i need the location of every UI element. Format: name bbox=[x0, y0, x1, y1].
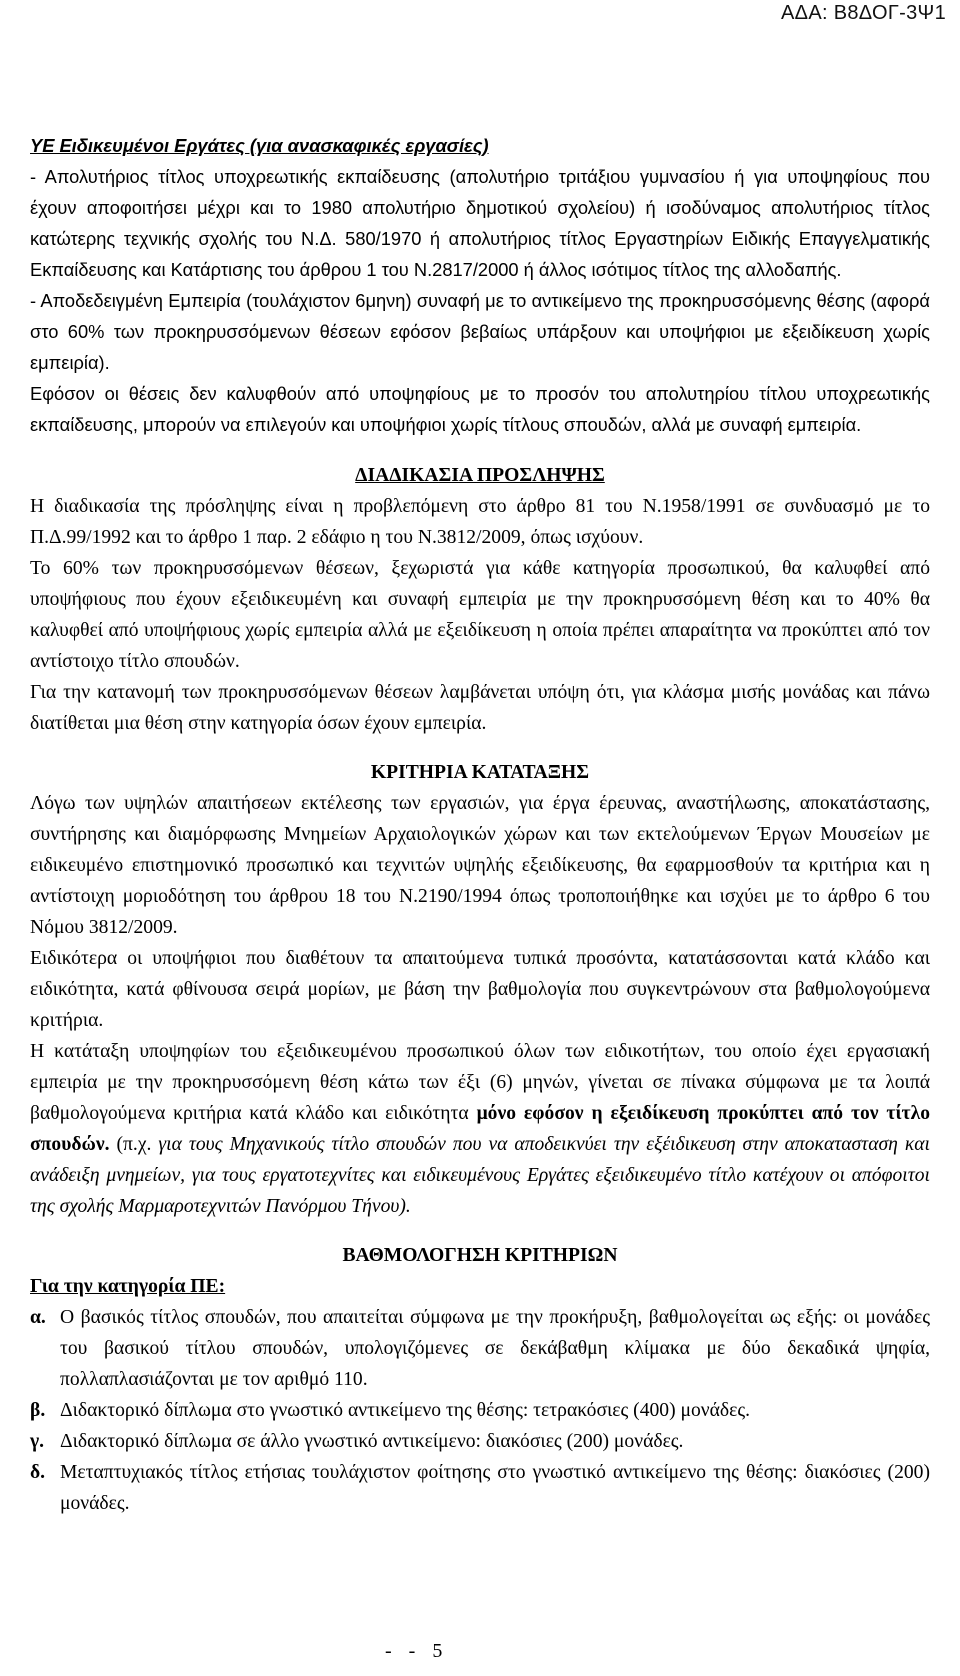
item-label: δ. bbox=[30, 1462, 46, 1483]
section-ye-workers bbox=[30, 130, 930, 440]
section-criteria-scoring bbox=[30, 1240, 930, 1519]
paragraph: - Απολυτήριος τίτλος υποχρεωτικής εκπαίδευσης (απολυτήριο τριτάξιου γυμνασίου ή για υποψηφίους που έχουν αποφοιτήσει μέχρι και το 1980 απολυτήριο δημοτικού σχολείου) ή ισοδύναμος απολυτήριος τίτλος κατώτερης τεχνικής σχολής του Ν.Δ. 580/1970 ή απολυτήριος τίτλος Εργαστηρίων Ειδικής Επαγγελματικής Εκπαίδευσης και Κατάρτισης του άρθρου 1 του Ν.2817/2000 ή άλλος ισότιμος τίτλος της αλλοδαπής. bbox=[30, 166, 930, 280]
paragraph bbox=[30, 1036, 930, 1222]
section-hiring-procedure bbox=[30, 460, 930, 739]
text-run: (π.χ. bbox=[109, 1134, 159, 1155]
item-text: Διδακτορικό δίπλωμα σε άλλο γνωστικό αντικείμενο: διακόσιες (200) μονάδες. bbox=[60, 1431, 684, 1452]
item-text: Μεταπτυχιακός τίτλος ετήσιας τουλάχιστον φοίτησης στο γνωστικό αντικείμενο της θέσης: διακόσιες (200) μονάδες. bbox=[60, 1462, 930, 1514]
ada-code: ΑΔΑ: Β8ΔΟΓ-3Ψ1 bbox=[781, 2, 946, 24]
section-ye-title: ΥΕ Ειδικευμένοι Εργάτες (για ανασκαφικές εργασίες) bbox=[30, 135, 489, 156]
list-item bbox=[30, 1395, 930, 1426]
list-item bbox=[30, 1302, 930, 1395]
item-label: γ. bbox=[30, 1431, 45, 1452]
paragraph: - Αποδεδειγμένη Εμπειρία (τουλάχιστον 6μηνη) συναφή με το αντικείμενο της προκηρυσσόμενης θέσης (αφορά στο 60% των προκηρυσσόμενων θέσεων εφόσον βεβαίως υπάρξουν και υποψήφιοι με εξειδίκευση χωρίς εμπειρία). bbox=[30, 290, 930, 373]
list-item bbox=[30, 1426, 930, 1457]
item-label: β. bbox=[30, 1400, 46, 1421]
text-run: Η κατάταξη υποψηφίων του εξειδικευμένου προσωπικού όλων των ειδικοτήτων, του οποίο έχει εργασιακή εμπειρία με την προκηρυσσόμενη θέση κάτω των έξι (6) μηνών, γίνεται σε πίνακα σύμφωνα με τα λοιπά βαθμολογούμενα κριτήρια κατά κλάδο και ειδικότητα bbox=[30, 1041, 930, 1124]
item-text: Ο βασικός τίτλος σπουδών, που απαιτείται σύμφωνα με την προκήρυξη, βαθμολογείται ως εξής: οι μονάδες του βασικού τίτλου σπουδών, υπολογιζόμενες σε δεκάβαθμη κλίμακα με δύο δεκαδικά ψηφία, πολλαπλασιάζονται με τον αριθμό 110. bbox=[60, 1307, 930, 1390]
document-body bbox=[30, 130, 930, 1519]
section-title: ΚΡΙΤΗΡΙΑ ΚΑΤΑΤΑΞΗΣ bbox=[370, 762, 590, 783]
item-text: Διδακτορικό δίπλωμα στο γνωστικό αντικείμενο της θέσης: τετρακόσιες (400) μονάδες. bbox=[60, 1400, 751, 1421]
paragraph: Εφόσον οι θέσεις δεν καλυφθούν από υποψηφίους με το προσόν του απολυτηρίου τίτλου υποχρεωτικής εκπαίδευσης, μπορούν να επιλεγούν και υποψήφιοι χωρίς τίτλους σπουδών, αλλά με συναφή εμπειρία. bbox=[30, 383, 930, 435]
section-title: ΔΙΑΔΙΚΑΣΙΑ ΠΡΟΣΛΗΨΗΣ bbox=[355, 465, 605, 486]
list-item bbox=[30, 1457, 930, 1519]
paragraph: Ειδικότερα οι υποψήφιοι που διαθέτουν τα απαιτούμενα τυπικά προσόντα, κατατάσσονται κατά κλάδο και ειδικότητα, κατά φθίνουσα σειρά μορίων, με βάση την βαθμολογία που συγκεντρώνουν στα βαθμολογούμενα κριτήρια. bbox=[30, 948, 930, 1031]
paragraph: Λόγω των υψηλών απαιτήσεων εκτέλεσης των εργασιών, για έργα έρευνας, αναστήλωσης, αποκατάστασης, συντήρησης και διαμόρφωσης Μνημείων Αρχαιολογικών χώρων και των εκτελούμενων Έργων Μουσείων με ειδικευμένο επιστημονικό προσωπικό και τεχνιτών υψηλής εξειδίκευσης, θα εφαρμοσθούν τα κριτήρια και η αντίστοιχη μοριοδότηση του άρθρου 18 του Ν.2190/1994 όπως τροποποιήθηκε και ισχύει με το άρθρο 6 του Νόμου 3812/2009. bbox=[30, 793, 930, 938]
italic-text: για τους Μηχανικούς τίτλο σπουδών που να αποδεικνύει την εξέιδικευση στην αποκατασταση και ανάδειξη μνημείων, για τους εργατοτεχνίτες και ειδικευμένους Εργάτες εξειδικευμένο τίτλο κατέχουν οι απόφοιτοι της σχολής Μαρμαροτεχνιτών Πανόρμου Τήνου). bbox=[30, 1134, 930, 1217]
section-title: ΒΑΘΜΟΛΟΓΗΣΗ ΚΡΙΤΗΡΙΩΝ bbox=[342, 1245, 618, 1266]
page-number: - - 5 bbox=[385, 1640, 449, 1662]
category-title: Για την κατηγορία ΠΕ: bbox=[30, 1276, 226, 1297]
section-ranking-criteria bbox=[30, 757, 930, 1222]
paragraph: Η διαδικασία της πρόσληψης είναι η προβλεπόμενη στο άρθρο 81 του Ν.1958/1991 σε συνδυασμό με το Π.Δ.99/1992 και το άρθρο 1 παρ. 2 εδάφιο η του Ν.3812/2009, όπως ισχύουν. bbox=[30, 496, 930, 548]
paragraph: Για την κατανομή των προκηρυσσόμενων θέσεων λαμβάνεται υπόψη ότι, για κλάσμα μισής μονάδας και πάνω διατίθεται μια θέση στην κατηγορία όσων έχουν εμπειρία. bbox=[30, 682, 930, 734]
bold-text: μόνο εφόσον η εξειδίκευση προκύπτει από τον τίτλο σπουδών. bbox=[30, 1103, 930, 1155]
item-label: α. bbox=[30, 1307, 46, 1328]
paragraph: Το 60% των προκηρυσσόμενων θέσεων, ξεχωριστά για κάθε κατηγορία προσωπικού, θα καλυφθεί από υποψήφιους που έχουν εξειδικευμένη και συναφή εμπειρία με την προκηρυσσόμενη θέση και το 40% θα καλυφθεί από υποψήφιους χωρίς εμπειρία αλλά με εξειδίκευση η οποία πρέπει απαραίτητα να προκύπτει από τον αντίστοιχο τίτλο σπουδών. bbox=[30, 558, 930, 672]
